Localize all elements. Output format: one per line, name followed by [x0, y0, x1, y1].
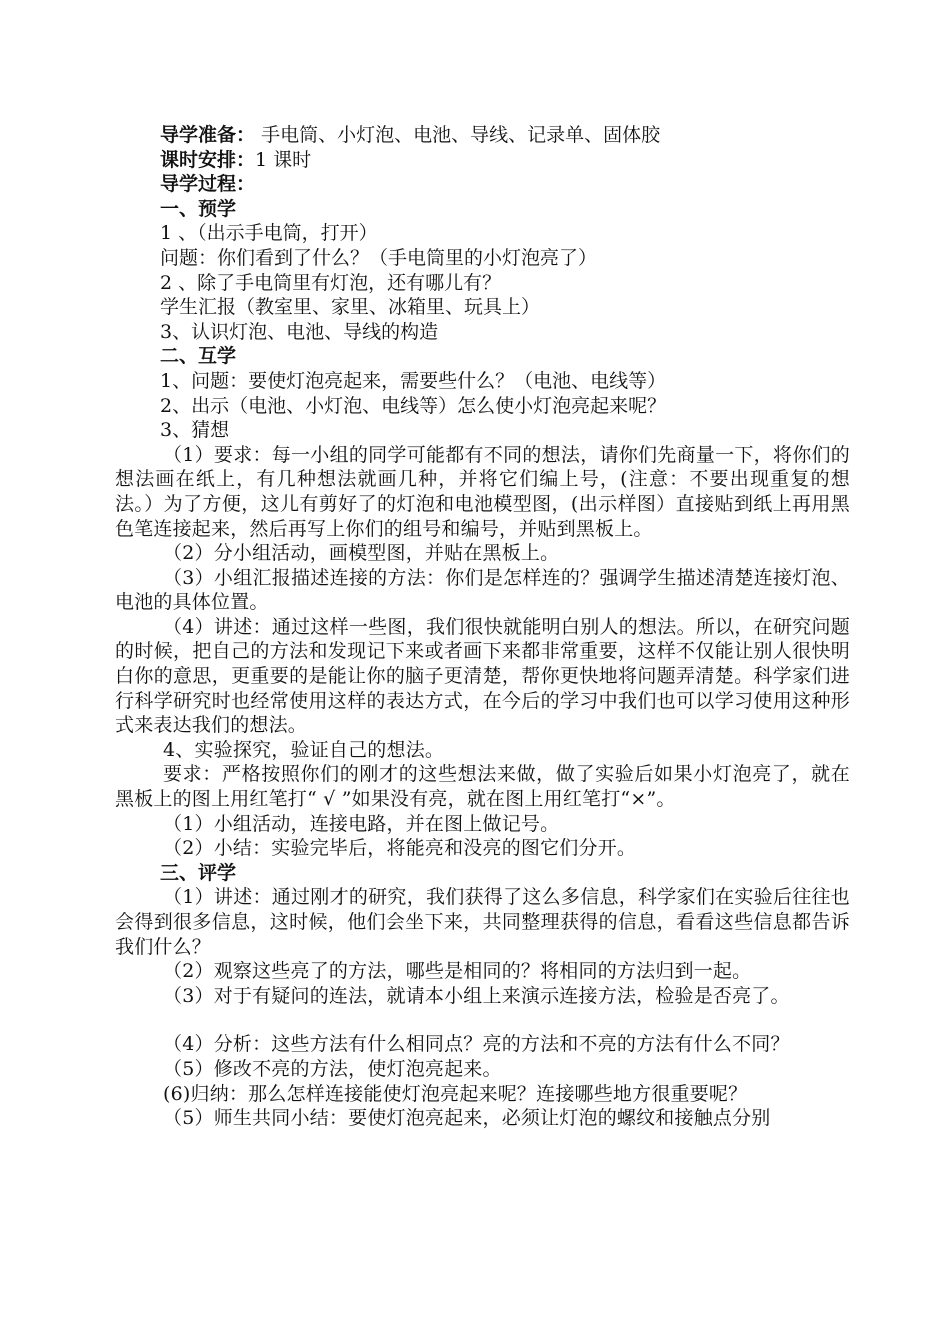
evaluate-paragraph-3: （3）对于有疑问的连法，就请本小组上来演示连接方法，检验是否亮了。: [163, 984, 790, 1007]
colearn-paragraph-7: （1）小组活动，连接电路，并在图上做记号。: [163, 812, 560, 835]
evaluate-paragraph-4: （4）分析：这些方法有什么相同点？亮的方法和不亮的方法有什么不同？: [163, 1033, 790, 1056]
prep-label: 导学准备：: [160, 124, 256, 146]
evaluate-paragraph-5: （5）修改不亮的方法，使灯泡亮起来。: [163, 1057, 502, 1080]
prelearn-line-3: 2 、除了手电筒里有灯泡，还有哪儿有？: [160, 271, 502, 294]
section-title-colearn: 二、互学: [160, 345, 237, 368]
evaluate-paragraph-1: （1）讲述：通过刚才的研究，我们获得了这么多信息，科学家们在实验后往往也会得到很多信息，这时候，他们会坐下来，共同整理获得的信息，看看这些信息都告诉我们什么？: [115, 886, 850, 958]
prelearn-line-5: 3、认识灯泡、电池、导线的构造: [160, 320, 439, 343]
prep-value: 手电筒、小灯泡、电池、导线、记录单、固体胶: [261, 124, 661, 146]
section-title-prelearn: 一、预学: [160, 197, 237, 220]
colearn-paragraph-6: 要求：严格按照你们的刚才的这些想法来做，做了实验后如果小灯泡亮了，就在黑板上的图上用红笔打“ √ ”如果没有亮，就在图上用红笔打“×”。: [115, 763, 850, 811]
process-label: 导学过程：: [160, 173, 256, 196]
colearn-paragraph-5: 4、实验探究，验证自己的想法。: [163, 738, 445, 761]
evaluate-paragraph-6: (6)归纳：那么怎样连接能使灯泡亮起来呢？连接哪些地方很重要呢？: [163, 1082, 748, 1105]
colearn-paragraph-4: （4）讲述：通过这样一些图，我们很快就能明白别人的想法。所以，在研究问题的时候，把自己的方法和发现记下来或者画下来都非常重要，这样不仅能让别人很快明白你的意思，更重要的是能让你的脑子更清楚，帮你更快地将问题弄清楚。科学家们进行科学研究时也经常使用这样的表达方式，在今后的学习中我们也可以学习使用这种形式来表达我们的想法。: [115, 615, 850, 737]
time-label: 课时安排：: [160, 148, 256, 171]
colearn-paragraph-8: （2）小结：实验完毕后，将能亮和没亮的图它们分开。: [163, 837, 637, 860]
prep-line: [115, 123, 850, 148]
colearn-line-3: 3、猜想: [160, 419, 230, 442]
evaluate-paragraph-7: （5）师生共同小结：要使灯泡亮起来，必须让灯泡的螺纹和接触点分别: [163, 1107, 771, 1130]
colearn-paragraph-2: （2）分小组活动，画模型图，并贴在黑板上。: [163, 542, 560, 565]
prelearn-line-4: 学生汇报（教室里、家里、冰箱里、玩具上）: [160, 296, 541, 319]
colearn-line-2: 2、出示（电池、小灯泡、电线等）怎么使小灯泡亮起来呢？: [160, 394, 667, 417]
time-line: [115, 148, 850, 173]
time-value: 1 课时: [255, 148, 312, 171]
prelearn-line-2: 问题：你们看到了什么？（手电筒里的小灯泡亮了）: [160, 246, 598, 269]
colearn-line-1: 1、问题：要使灯泡亮起来，需要些什么？（电池、电线等）: [160, 369, 667, 392]
colearn-paragraph-3: （3）小组汇报描述连接的方法：你们是怎样连的？强调学生描述清楚连接灯泡、电池的具体位置。: [115, 566, 850, 614]
section-title-evaluate: 三、评学: [160, 861, 237, 884]
colearn-paragraph-1: （1）要求：每一小组的同学可能都有不同的想法，请你们先商量一下，将你们的想法画在纸上，有几种想法就画几种，并将它们编上号，(注意：不要出现重复的想法。）为了方便，这儿有剪好了的灯泡和电池模型图，(出示样图）直接贴到纸上再用黑色笔连接起来，然后再写上你们的组号和编号，并贴到黑板上。: [115, 443, 850, 540]
document-body: [115, 123, 850, 1131]
prelearn-line-1: 1 、（出示手电筒，打开）: [160, 222, 378, 245]
evaluate-paragraph-2: （2）观察这些亮了的方法，哪些是相同的？将相同的方法归到一起。: [163, 960, 752, 983]
blank-line: [115, 1008, 850, 1032]
